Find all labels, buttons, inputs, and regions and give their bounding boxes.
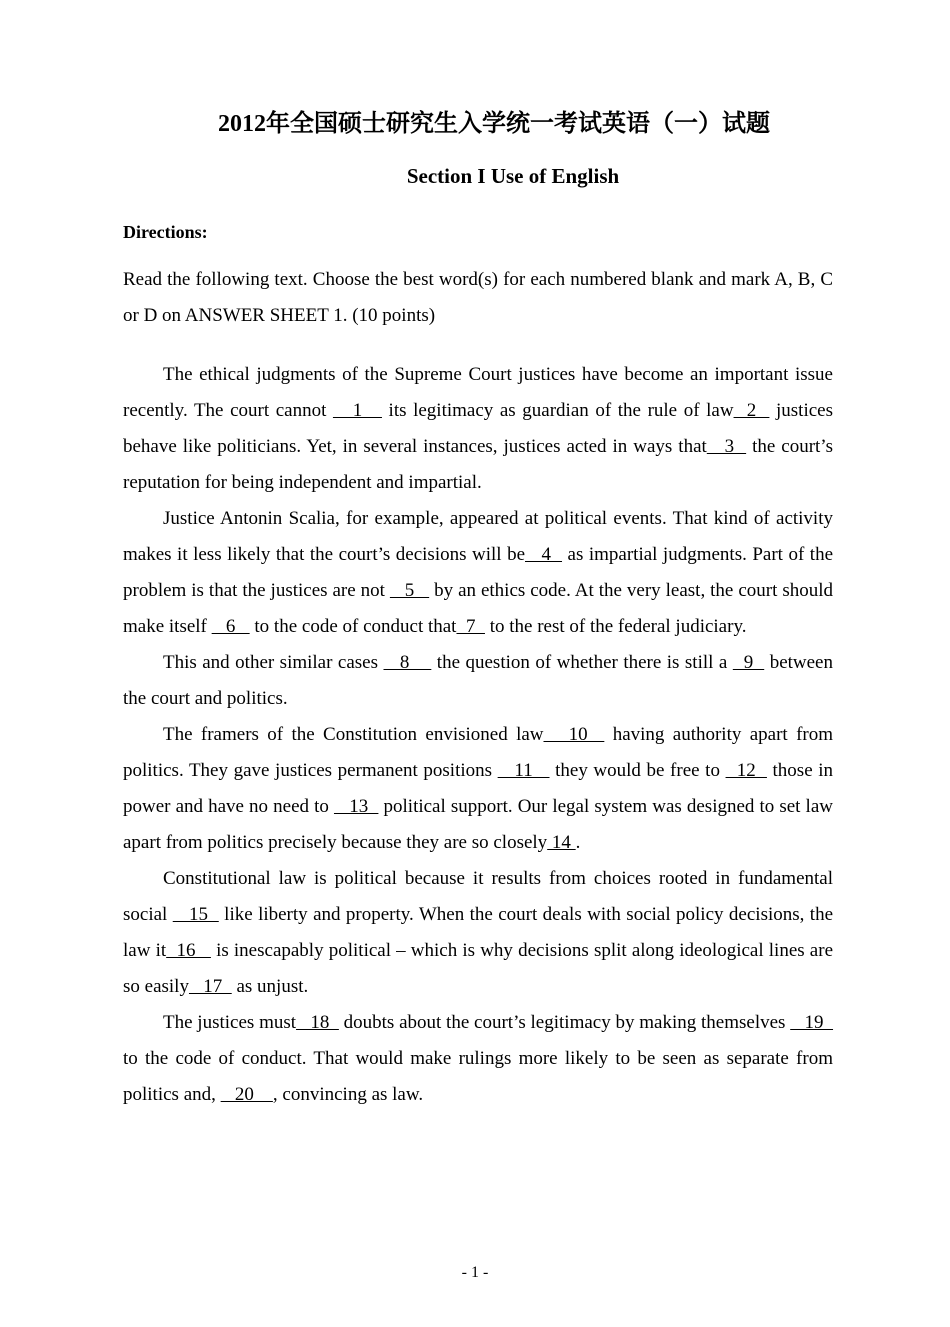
passage-text: to the rest of the federal judiciary. (484, 616, 747, 637)
passage-text: The justices must (163, 1012, 297, 1033)
directions-label: Directions: (123, 222, 208, 242)
passage-text: its legitimacy as guardian of the rule of law (381, 400, 734, 421)
blank-10: 10 (543, 724, 605, 745)
blank-9: 9 (732, 652, 765, 673)
blank-20: 20 (220, 1084, 273, 1105)
passage-text: the question of whether there is still a (431, 652, 733, 673)
passage-text: as impartial judgments. Part of the problem is that the justices are not (123, 544, 833, 601)
blank-2: 2 (733, 400, 770, 421)
blank-1: 1 (332, 400, 382, 421)
passage-text: to the code of conduct. That would make rulings more likely to be seen as separate from politics and, (123, 1048, 833, 1105)
passage-text: having authority apart from politics. They gave justices permanent positions (123, 724, 834, 781)
page-number: - 1 - (461, 1264, 489, 1281)
section-heading: Section I Use of English (406, 164, 620, 188)
blank-4: 4 (525, 544, 563, 565)
blank-13: 13 (333, 796, 379, 817)
blank-6: 6 (211, 616, 250, 637)
blank-14: 14 (547, 832, 576, 853)
blank-5: 5 (389, 580, 430, 601)
passage (123, 357, 833, 1113)
passage-text: by an ethics code. At the very least, the court should make itself (123, 580, 834, 637)
passage-text: as unjust. (231, 976, 309, 997)
passage-text: doubts about the court’s legitimacy by making themselves (338, 1012, 791, 1033)
passage-text: Constitutional law is political because it results from choices rooted in fundamental social (123, 868, 833, 925)
passage-text: political support. Our legal system was designed to set law apart from politics precisely because they are so closely (123, 796, 833, 853)
passage-text: The ethical judgments of the Supreme Court justices have become an important issue recently. The court cannot (123, 364, 833, 421)
passage-text: The framers of the Constitution envisioned law (163, 724, 544, 745)
blank-8: 8 (383, 652, 432, 673)
passage-text: like liberty and property. When the court deals with social policy decisions, the law it (123, 904, 834, 961)
paragraph-4 (123, 717, 833, 861)
passage-text: the court’s reputation for being independent and impartial. (123, 436, 833, 493)
passage-text: they would be free to (549, 760, 726, 781)
passage-text: . (575, 832, 581, 853)
blank-19: 19 (790, 1012, 834, 1033)
passage-text: those in power and have no need to (123, 760, 834, 817)
paragraph-5 (123, 861, 833, 1005)
exam-title: 2012年全国硕士研究生入学统一考试英语（一）试题 (218, 111, 770, 137)
passage-text: This and other similar cases (163, 652, 384, 673)
directions-text: Read the following text. Choose the best word(s) for each numbered blank and mark A, B, C or D on ANSWER SHEET 1. (10 points) (123, 269, 833, 326)
passage-text: is inescapably political – which is why decisions split along ideological lines are so easily (123, 940, 834, 997)
passage-text: Justice Antonin Scalia, for example, appeared at political events. That kind of activity makes it less likely that the court’s decisions will be (123, 508, 833, 565)
paragraph-3 (123, 645, 833, 717)
paragraph-2 (123, 501, 833, 645)
blank-18: 18 (296, 1012, 339, 1033)
passage-text: between the court and politics. (123, 652, 833, 709)
passage-text: to the code of conduct that (249, 616, 457, 637)
passage-text: justices behave like politicians. Yet, in several instances, justices acted in ways that (123, 400, 833, 457)
blank-11: 11 (497, 760, 550, 781)
blank-12: 12 (725, 760, 767, 781)
blank-16: 16 (166, 940, 211, 961)
paragraph-6 (123, 1005, 833, 1113)
blank-7: 7 (456, 616, 485, 637)
paragraph-1 (123, 357, 833, 501)
blank-15: 15 (172, 904, 219, 925)
blank-17: 17 (188, 976, 232, 997)
blank-3: 3 (706, 436, 747, 457)
passage-text: , convincing as law. (272, 1084, 424, 1105)
